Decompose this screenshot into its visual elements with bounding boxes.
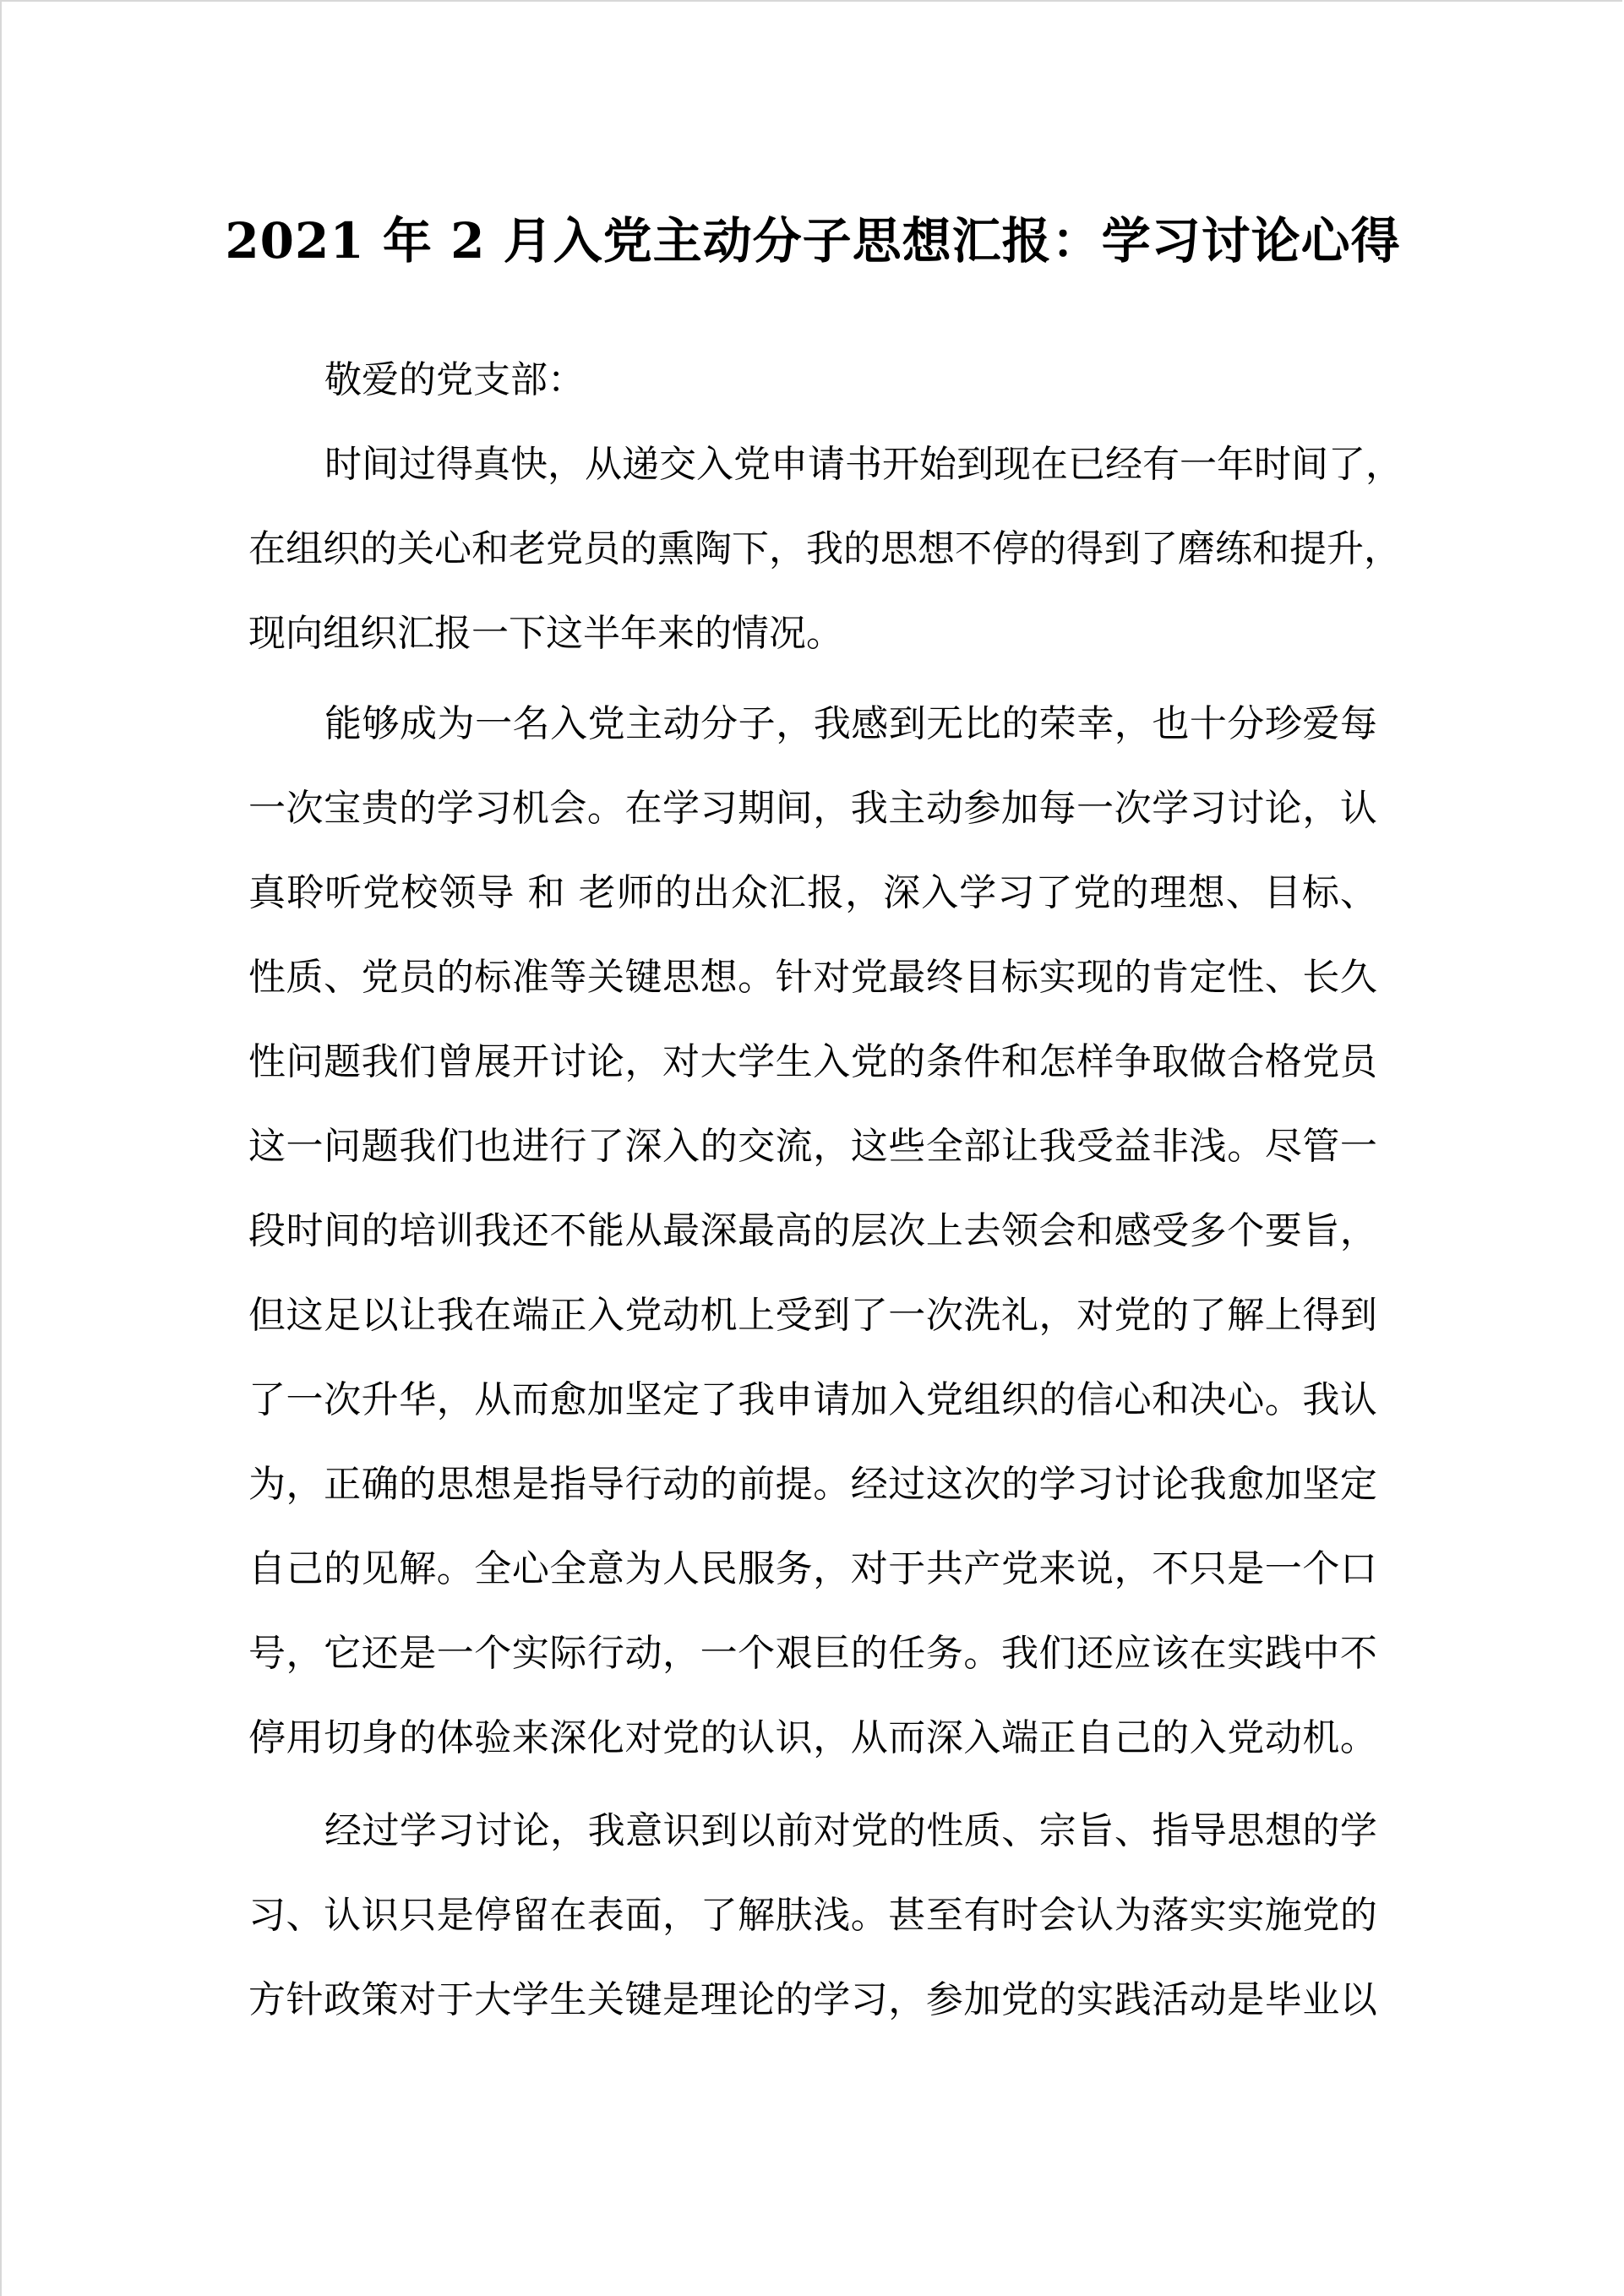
text-line: 习 、 认 识 只 是 停 留 在 表 面 ， 了 解 肤 浅 。 甚 至 有 时 会 认 为 落 实 实 施 党 的 [248, 1894, 1377, 1937]
text-line: 敬爱的党支部： [324, 358, 585, 401]
document-title: 2021 年 2 月入党主动分子思想汇报：学习讨论心得 [225, 212, 1401, 270]
text-line: 自 己 的 见 解 。 全 心 全 意 为 人 民 服 务 ， 对 于 共 产 党 来 说 ， 不 只 是 一 个 口 [248, 1547, 1377, 1590]
text-line: 真 聆 听 党 校 领 导 和 老 师 的 出 众 汇 报 ， 深 入 学 习 了 党 的 理 想 、 目 标 、 [248, 871, 1377, 914]
text-line: 号 ， 它 还 是 一 个 实 际 行 动 ， 一 个 艰 巨 的 任 务 。 我 们 还 应 该 在 实 践 中 不 [248, 1632, 1377, 1675]
text-line: 但 这 足 以 让 我 在 端 正 入 党 动 机 上 受 到 了 一 次 洗 礼 ， 对 党 的 了 解 上 得 到 [248, 1294, 1377, 1337]
text-line: 时 间 过 得 真 快 ， 从 递 交 入 党 申 请 书 开 始 到 现 在 已 经 有 一 年 时 间 了 ， [324, 443, 1403, 486]
text-line: 能 够 成 为 一 名 入 党 主 动 分 子 ， 我 感 到 无 比 的 荣 幸 ， 也 十 分 珍 爱 每 [324, 702, 1377, 745]
text-line: 这 一 问 题 我 们 也 进 行 了 深 入 的 交 流 ， 这 些 全 部 让 我 受 益 非 浅 。 尽 管 一 [248, 1125, 1377, 1168]
text-line: 了 一 次 升 华 ， 从 而 愈 加 坚 定 了 我 申 请 加 入 党 组 织 的 信 心 和 决 心 。 我 认 [248, 1378, 1377, 1421]
text-line: 经 过 学 习 讨 论 ， 我 意 识 到 以 前 对 党 的 性 质 、 宗 旨 、 指 导 思 想 的 学 [324, 1809, 1377, 1852]
text-line: 停 用 切 身 的 体 验 来 深 化 对 党 的 认 识 ， 从 而 深 入 端 正 自 己 的 入 党 动 机 。 [248, 1716, 1377, 1759]
text-line: 方 针 政 策 对 于 大 学 生 关 键 是 理 论 的 学 习 ， 参 加 党 的 实 践 活 动 是 毕 业 以 [248, 1978, 1377, 2021]
text-line: 性 质 、 党 员 的 标 准 等 关 键 思 想 。 针 对 党 最 终 目 标 实 现 的 肯 定 性 、 长 久 [248, 956, 1377, 999]
text-line: 一 次 宝 贵 的 学 习 机 会 。 在 学 习 期 间 ， 我 主 动 参 加 每 一 次 学 习 讨 论 ， 认 [248, 787, 1377, 830]
text-line: 段 时 间 的 培 训 我 还 不 能 从 最 深 最 高 的 层 次 上 去 领 会 和 感 受 多 个 要 旨 ， [248, 1209, 1377, 1252]
text-line: 性 问 题 我 们 曾 展 开 讨 论 ， 对 大 学 生 入 党 的 条 件 和 怎 样 争 取 做 合 格 党 员 [248, 1040, 1377, 1083]
text-line: 为 ， 正 确 的 思 想 是 指 导 行 动 的 前 提 。 经 过 这 次 的 学 习 讨 论 我 愈 加 坚 定 [248, 1463, 1377, 1506]
text-line: 在 组 织 的 关 心 和 老 党 员 的 熏 陶 下 ， 我 的 思 想 不 停 的 得 到 了 磨 练 和 提 升 ， [248, 527, 1401, 570]
text-line: 现向组织汇报一下这半年来的情况。 [248, 612, 843, 655]
